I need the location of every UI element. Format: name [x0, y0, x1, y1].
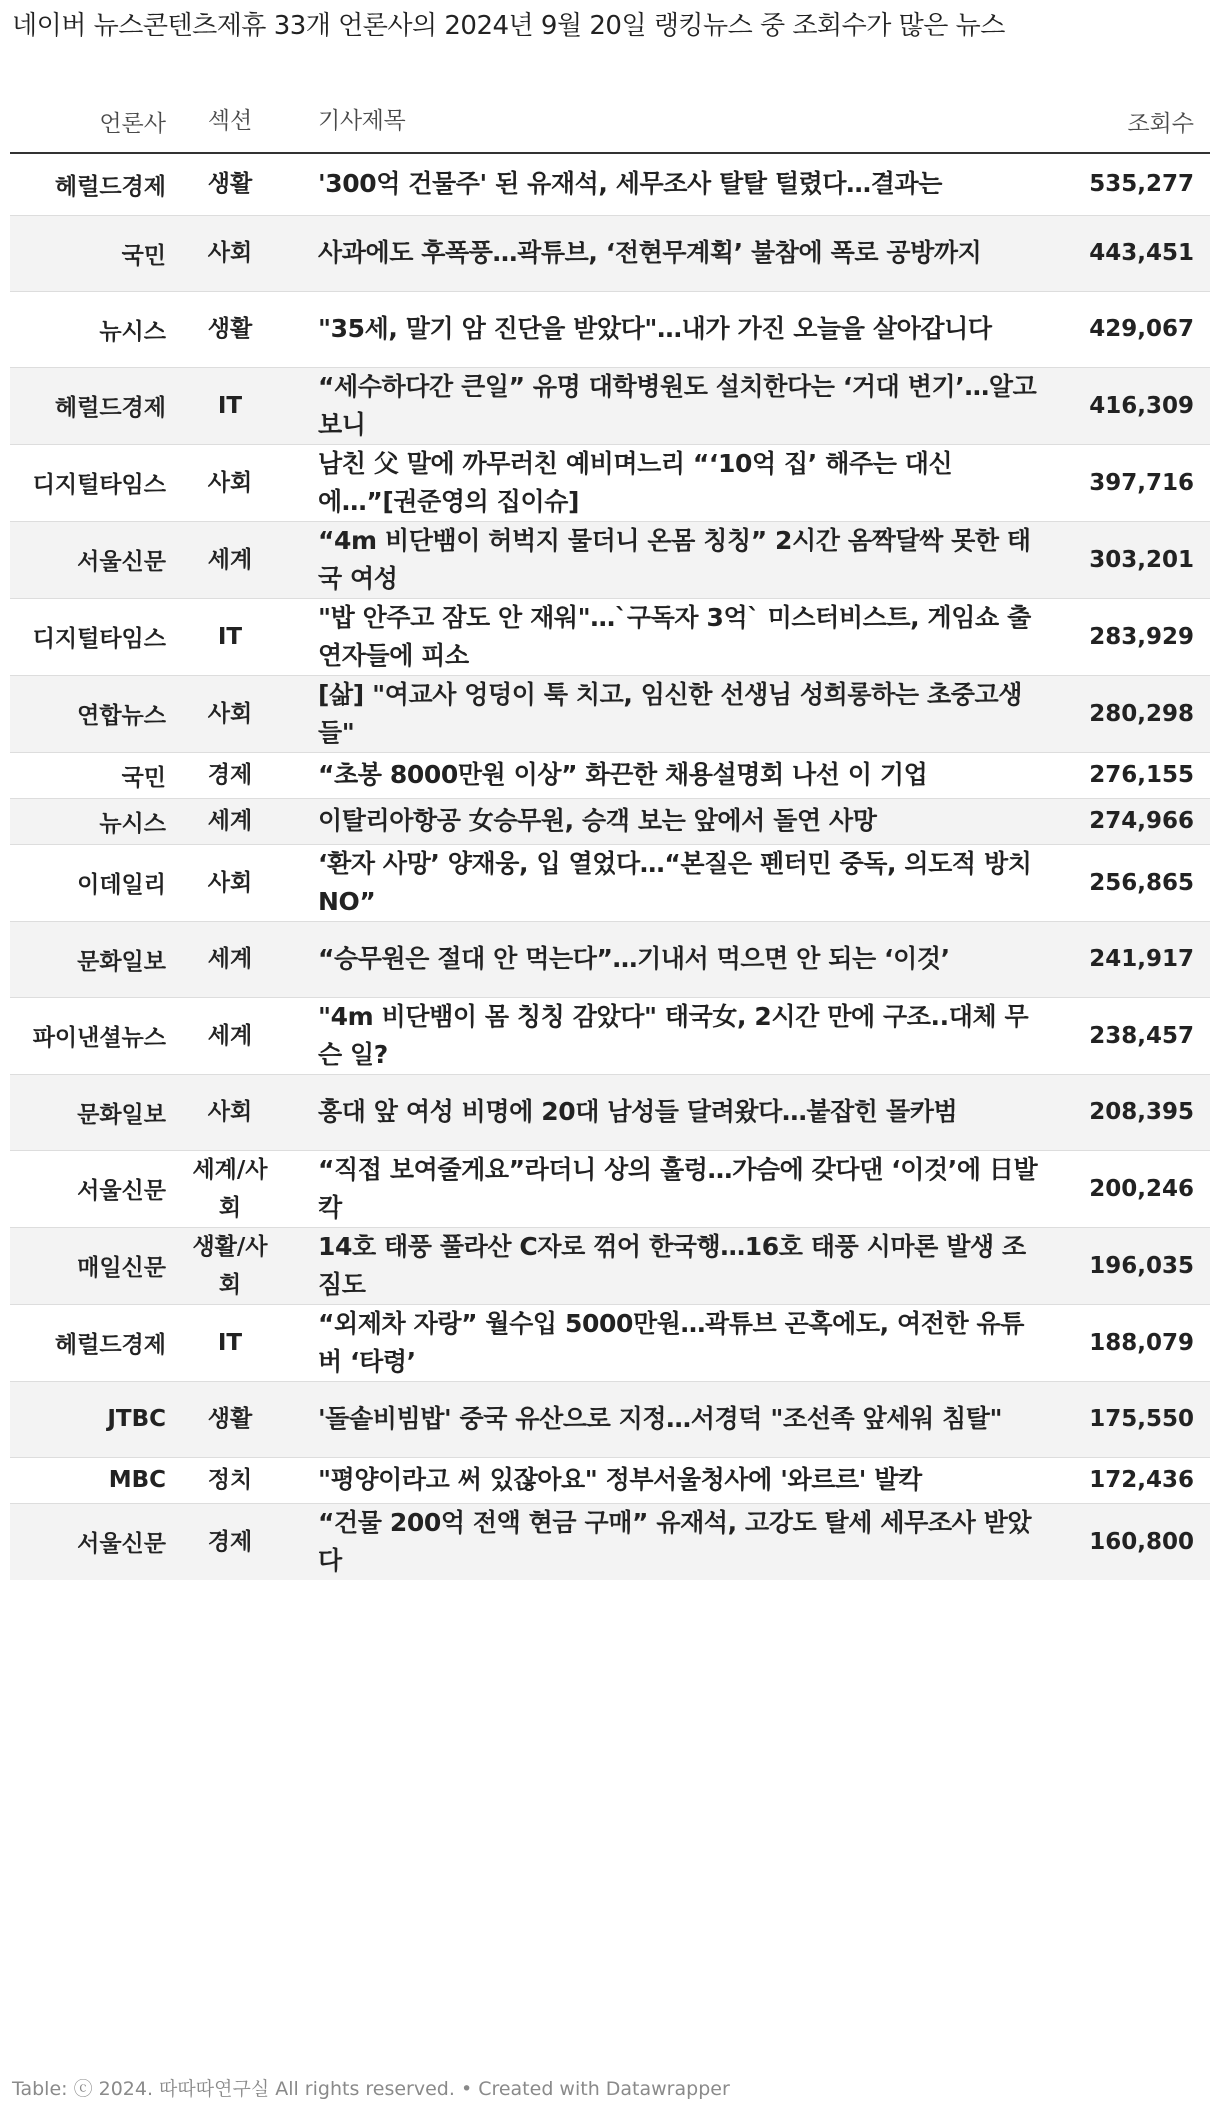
publisher-cell: 디지털타임스 — [10, 444, 176, 521]
header-row — [10, 90, 1210, 153]
headline-cell: “초봉 8000만원 이상” 화끈한 채용설명회 나선 이 기업 — [284, 752, 1054, 798]
table-row — [10, 675, 1210, 752]
section-cell: IT — [176, 367, 284, 444]
table-row — [10, 1074, 1210, 1150]
footer-credit: Table: ⓒ 2024. 따따따연구실 All rights reserved. • Created with Datawrapper — [12, 2078, 730, 2100]
section-cell: 정치 — [176, 1457, 284, 1503]
views-cell: 200,246 — [1054, 1150, 1210, 1227]
headline-cell: '돌솥비빔밥' 중국 유산으로 지정…서경덕 "조선족 앞세워 침탈" — [284, 1381, 1054, 1457]
chart-title: 네이버 뉴스콘텐츠제휴 33개 언론사의 2024년 9월 20일 랭킹뉴스 중 조회수가 많은 뉴스 — [12, 11, 1005, 41]
section-cell: 생활/사회 — [176, 1227, 284, 1304]
table-row — [10, 367, 1210, 444]
table-row — [10, 1304, 1210, 1381]
headline-cell: "평양이라고 써 있잖아요" 정부서울청사에 '와르르' 발칵 — [284, 1457, 1054, 1503]
table-row — [10, 598, 1210, 675]
headline-cell: 남친 父 말에 까무러친 예비며느리 “‘10억 집’ 해주는 대신에…”[권준영의 집이슈] — [284, 444, 1054, 521]
news-table — [10, 90, 1210, 1580]
col-header-headline[interactable]: 기사제목 — [284, 90, 1054, 153]
views-cell: 196,035 — [1054, 1227, 1210, 1304]
publisher-cell: 국민 — [10, 215, 176, 291]
col-header-section[interactable]: 섹션 — [176, 90, 284, 153]
section-cell: 사회 — [176, 444, 284, 521]
publisher-cell: 매일신문 — [10, 1227, 176, 1304]
section-cell: IT — [176, 598, 284, 675]
section-cell: 사회 — [176, 1074, 284, 1150]
publisher-cell: 이데일리 — [10, 844, 176, 921]
table-body — [10, 153, 1210, 1580]
headline-cell: [삶] "여교사 엉덩이 툭 치고, 임신한 선생님 성희롱하는 초중고생들" — [284, 675, 1054, 752]
col-header-views[interactable]: 조회수 — [1054, 90, 1210, 153]
col-header-publisher[interactable]: 언론사 — [10, 90, 176, 153]
views-cell: 238,457 — [1054, 997, 1210, 1074]
views-cell: 416,309 — [1054, 367, 1210, 444]
publisher-cell: JTBC — [10, 1381, 176, 1457]
views-cell: 283,929 — [1054, 598, 1210, 675]
publisher-cell: 서울신문 — [10, 1150, 176, 1227]
publisher-cell: 헤럴드경제 — [10, 367, 176, 444]
section-cell: 세계 — [176, 997, 284, 1074]
views-cell: 274,966 — [1054, 798, 1210, 844]
section-cell: 경제 — [176, 752, 284, 798]
section-cell: 세계 — [176, 921, 284, 997]
publisher-cell: 헤럴드경제 — [54, 173, 166, 200]
section-cell: IT — [176, 1304, 284, 1381]
headline-cell: “외제차 자랑” 월수입 5000만원…곽튜브 곤혹에도, 여전한 유튜버 ‘타령’ — [284, 1304, 1054, 1381]
headline-cell: 14호 태풍 풀라산 C자로 꺾어 한국행…16호 태풍 시마론 발생 조짐도 — [284, 1227, 1054, 1304]
publisher-cell: 서울신문 — [10, 1503, 176, 1580]
table-row — [10, 291, 1210, 367]
headline-cell: "35세, 말기 암 진단을 받았다"…내가 가진 오늘을 살아갑니다 — [284, 291, 1054, 367]
section-cell: 세계 — [176, 521, 284, 598]
views-cell: 175,550 — [1054, 1381, 1210, 1457]
table-row — [10, 844, 1210, 921]
section-cell: 사회 — [176, 675, 284, 752]
views-cell: 397,716 — [1054, 444, 1210, 521]
table-row — [10, 444, 1210, 521]
views-cell: 443,451 — [1054, 215, 1210, 291]
headline-cell: “세수하다간 큰일” 유명 대학병원도 설치한다는 ‘거대 변기’…알고 보니 — [284, 367, 1054, 444]
publisher-cell: MBC — [10, 1457, 176, 1503]
table-row — [10, 752, 1210, 798]
views-cell: 188,079 — [1054, 1304, 1210, 1381]
table-row — [10, 921, 1210, 997]
section-cell: 사회 — [176, 844, 284, 921]
views-cell: 429,067 — [1054, 291, 1210, 367]
headline-cell: "4m 비단뱀이 몸 칭칭 감았다" 태국女, 2시간 만에 구조..대체 무슨 일? — [284, 997, 1054, 1074]
section-cell: 경제 — [176, 1503, 284, 1580]
headline-cell: “직접 보여줄게요”라더니 상의 훌렁…가슴에 갖다댄 ‘이것’에 日발칵 — [284, 1150, 1054, 1227]
headline-cell: ‘환자 사망’ 양재웅, 입 열었다…“본질은 펜터민 중독, 의도적 방치 NO” — [284, 844, 1054, 921]
section-cell: 세계/사회 — [176, 1150, 284, 1227]
publisher-cell: 국민 — [10, 752, 176, 798]
headline-cell: 이탈리아항공 女승무원, 승객 보는 앞에서 돌연 사망 — [284, 798, 1054, 844]
views-cell: 280,298 — [1054, 675, 1210, 752]
publisher-cell: 헤럴드경제 — [10, 1304, 176, 1381]
table-row — [10, 1227, 1210, 1304]
publisher-cell: 연합뉴스 — [10, 675, 176, 752]
table-row — [10, 521, 1210, 598]
views-cell: 208,395 — [1054, 1074, 1210, 1150]
table-row — [10, 1381, 1210, 1457]
views-cell: 256,865 — [1054, 844, 1210, 921]
table-row — [10, 1503, 1210, 1580]
views-cell: 535,277 — [1089, 171, 1194, 198]
section-cell: 생활 — [207, 171, 253, 198]
headline-cell: 사과에도 후폭풍…곽튜브, ‘전현무계획’ 불참에 폭로 공방까지 — [284, 215, 1054, 291]
section-cell: 사회 — [176, 215, 284, 291]
publisher-cell: 서울신문 — [10, 521, 176, 598]
views-cell: 160,800 — [1054, 1503, 1210, 1580]
table-row — [10, 997, 1210, 1074]
views-cell: 276,155 — [1054, 752, 1210, 798]
publisher-cell: 문화일보 — [10, 1074, 176, 1150]
headline-cell: “건물 200억 전액 현금 구매” 유재석, 고강도 탈세 세무조사 받았다 — [284, 1503, 1054, 1580]
publisher-cell: 문화일보 — [10, 921, 176, 997]
headline-cell: "밥 안주고 잠도 안 재워"…`구독자 3억` 미스터비스트, 게임쇼 출연자들에 피소 — [284, 598, 1054, 675]
publisher-cell: 뉴시스 — [10, 798, 176, 844]
section-cell: 세계 — [176, 798, 284, 844]
views-cell: 172,436 — [1054, 1457, 1210, 1503]
headline-cell: “4m 비단뱀이 허벅지 물더니 온몸 칭칭” 2시간 옴짝달싹 못한 태국 여성 — [284, 521, 1054, 598]
table-row — [10, 798, 1210, 844]
headline-cell: “승무원은 절대 안 먹는다”…기내서 먹으면 안 되는 ‘이것’ — [284, 921, 1054, 997]
headline-cell: 홍대 앞 여성 비명에 20대 남성들 달려왔다…붙잡힌 몰카범 — [284, 1074, 1054, 1150]
table-row — [10, 153, 1210, 215]
section-cell: 생활 — [176, 1381, 284, 1457]
publisher-cell: 뉴시스 — [10, 291, 176, 367]
table-row — [10, 1457, 1210, 1503]
table-row — [10, 1150, 1210, 1227]
publisher-cell: 디지털타임스 — [10, 598, 176, 675]
publisher-cell: 파이낸셜뉴스 — [10, 997, 176, 1074]
table-row — [10, 215, 1210, 291]
views-cell: 303,201 — [1054, 521, 1210, 598]
headline-cell: '300억 건물주' 된 유재석, 세무조사 탈탈 털렸다…결과는 — [318, 169, 943, 199]
views-cell: 241,917 — [1054, 921, 1210, 997]
section-cell: 생활 — [176, 291, 284, 367]
